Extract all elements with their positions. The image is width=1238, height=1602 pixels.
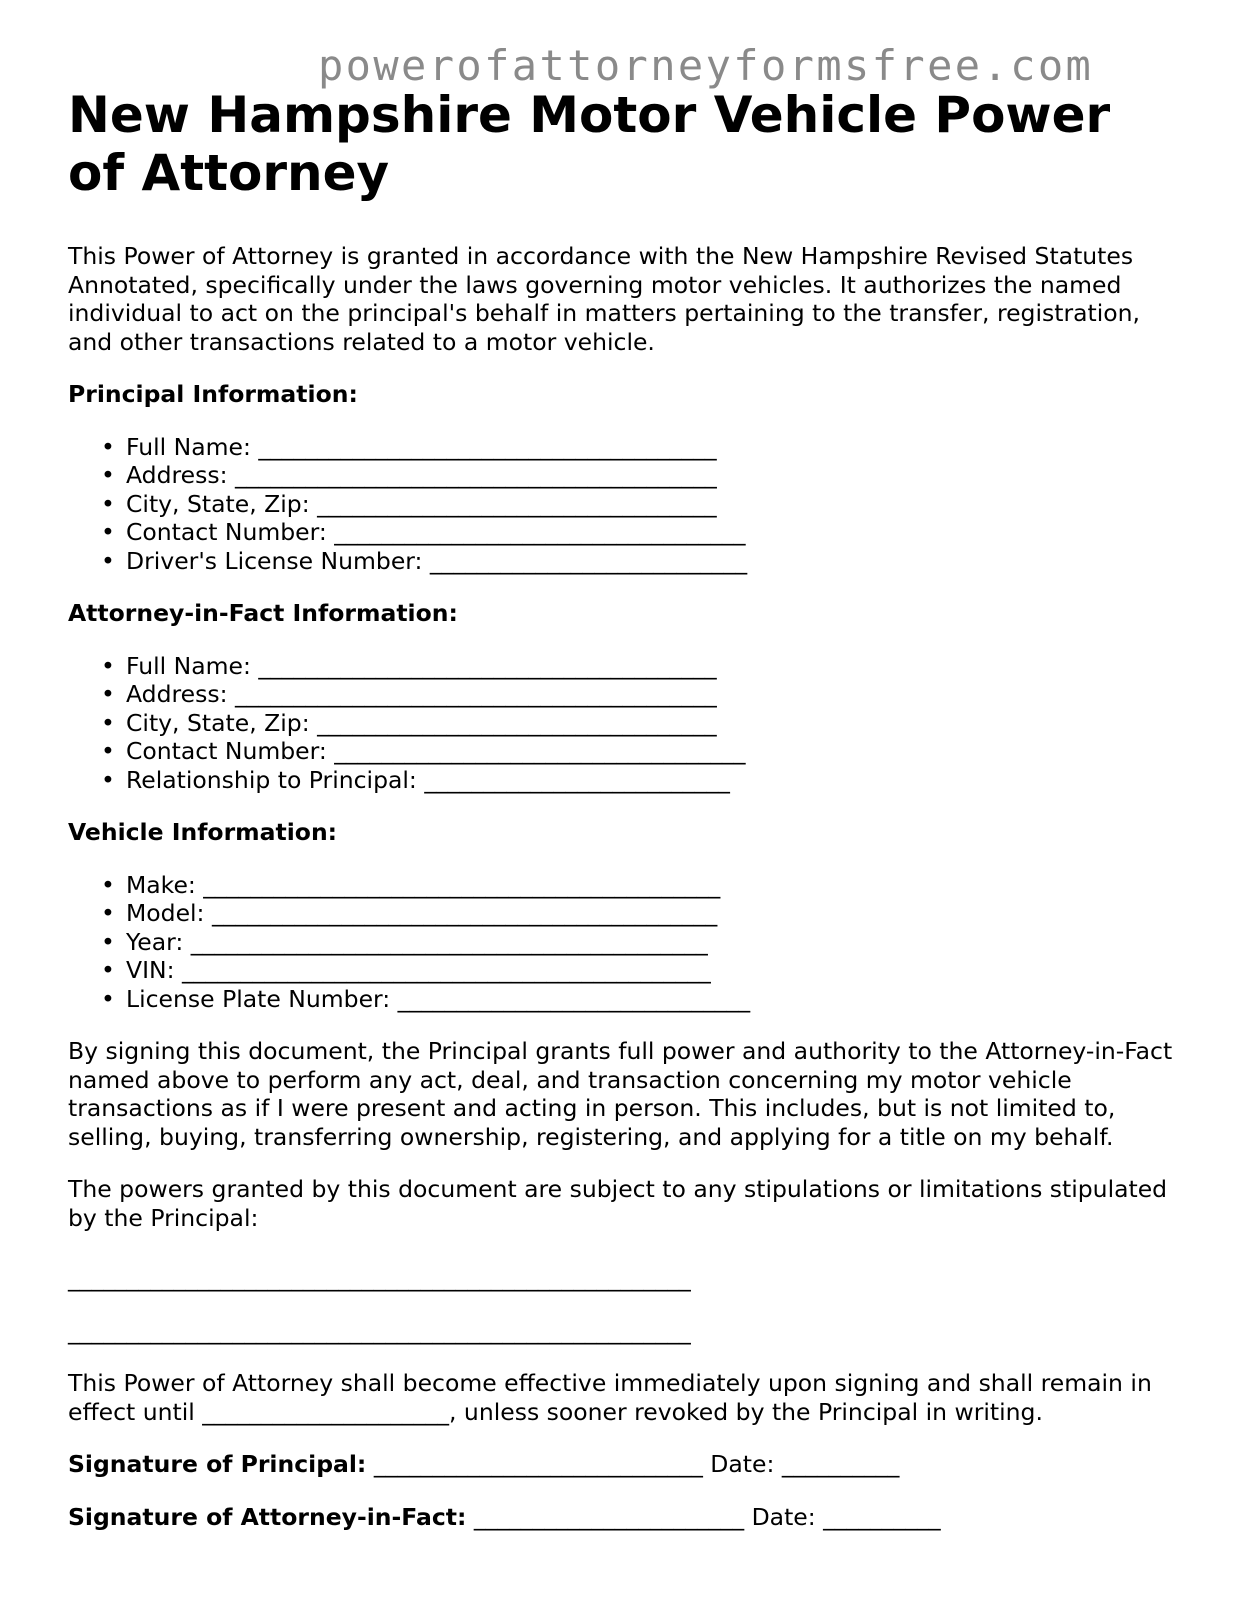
bullet-icon: • [101,708,115,737]
principal-signature-line[interactable] [68,1450,1176,1479]
watermark: powerofattorneyformsfree.com [318,41,1094,90]
vehicle-vin-field[interactable]: • VIN: _____________________________________________ [101,956,711,984]
bullet-icon: • [101,546,115,575]
intro-paragraph: This Power of Attorney is granted in accordance with the New Hampshire Revised Statutes Annotated, specifically under the laws governing motor vehicles. It authorizes the named individual to act on the principal's behalf in matters pertaining to the transfer, registration, and other transactions related to a motor vehicle. [68,242,1141,356]
bullet-icon: • [101,651,115,680]
vehicle-license-plate-field[interactable]: • License Plate Number: ______________________________ [101,984,751,1013]
bullet-icon: • [101,927,115,956]
bullet-icon: • [101,461,115,489]
limitation-line-2[interactable]: _____________________________________________________ [68,1316,691,1345]
attorney-address-field[interactable]: • Address: _________________________________________ [101,680,717,708]
bullet-icon: • [101,870,115,899]
principal-address-field[interactable]: • Address: _________________________________________ [101,461,717,489]
document-title: New Hampshire Motor Vehicle Power of Attorney [68,86,1111,202]
bullet-icon: • [101,956,115,984]
attorney-signature-line[interactable] [68,1503,1176,1532]
bullet-icon: • [101,765,115,794]
attorney-signature-blank[interactable]: _______________________ Date: __________ [466,1502,941,1531]
vehicle-heading: Vehicle Information: [68,818,338,846]
principal-full-name-field[interactable]: • Full Name: _______________________________________ [101,432,717,461]
bullet-icon: • [101,489,115,518]
effective-paragraph: This Power of Attorney shall become effective immediately upon signing and shall remain in effect until _____________________, unless sooner revoked by the Principal in writing. [68,1369,1152,1426]
attorney-full-name-field[interactable]: • Full Name: _______________________________________ [101,651,717,680]
bullet-icon: • [101,737,115,765]
attorney-relationship-field[interactable]: • Relationship to Principal: __________________________ [101,765,730,794]
vehicle-field-list [68,871,1176,1014]
bullet-icon: • [101,984,115,1013]
principal-heading: Principal Information: [68,380,358,408]
attorney-heading: Attorney-in-Fact Information: [68,599,458,627]
bullet-icon: • [101,518,115,546]
bullet-icon: • [101,680,115,708]
limitations-paragraph: The powers granted by this document are subject to any stipulations or limitations stipulated by the Principal: [68,1175,1168,1232]
attorney-city-state-zip-field[interactable]: • City, State, Zip: __________________________________ [101,708,717,737]
attorney-contact-number-field[interactable]: • Contact Number: ___________________________________ [101,737,746,765]
grant-paragraph: By signing this document, the Principal grants full power and authority to the Attorney-in-Fact named above to perform any act, deal, and transaction concerning my motor vehicle transactions as if I were present and acting in person. This includes, but is not limited to, selling, buying, transferring ownership, registering, and applying for a title on my behalf. [68,1037,1173,1151]
principal-field-list [68,433,1176,576]
principal-city-state-zip-field[interactable]: • City, State, Zip: __________________________________ [101,489,717,518]
vehicle-model-field[interactable]: • Model: ___________________________________________ [101,899,718,927]
bullet-icon: • [101,899,115,927]
document-page [68,86,1176,1531]
bullet-icon: • [101,432,115,461]
limitation-line-1[interactable]: _____________________________________________________ [68,1264,691,1292]
attorney-field-list [68,652,1176,795]
principal-contact-number-field[interactable]: • Contact Number: ___________________________________ [101,518,746,546]
vehicle-year-field[interactable]: • Year: ____________________________________________ [101,927,708,956]
principal-drivers-license-field[interactable]: • Driver's License Number: ___________________________ [101,546,748,575]
vehicle-make-field[interactable]: • Make: ____________________________________________ [101,870,721,899]
attorney-signature-label: Signature of Attorney-in-Fact: [68,1502,467,1531]
principal-signature-blank[interactable]: ____________________________ Date: __________ [366,1450,900,1478]
principal-signature-label: Signature of Principal: [68,1450,367,1478]
